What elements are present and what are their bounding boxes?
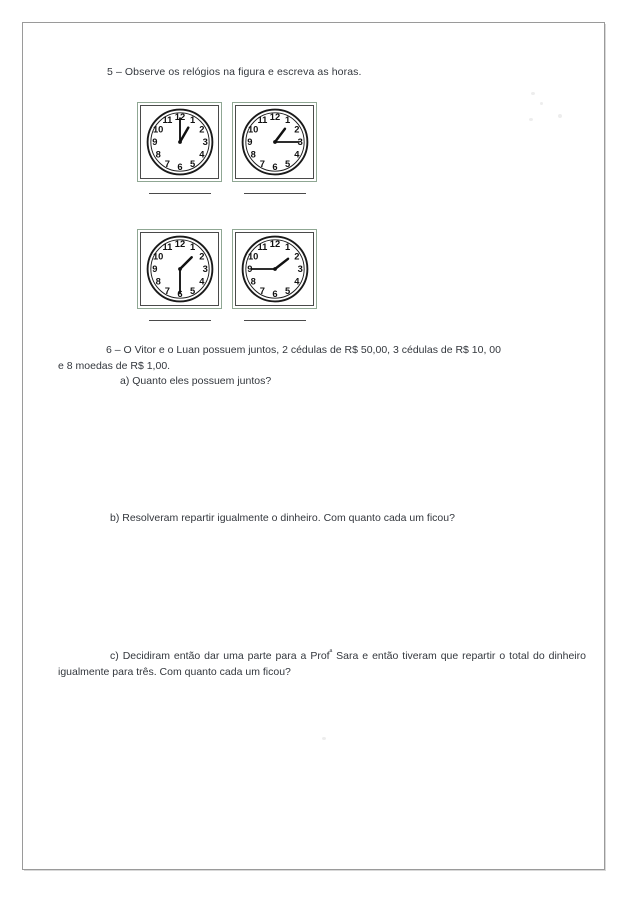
svg-text:11: 11 (256, 242, 267, 253)
question-6-block (58, 343, 583, 390)
svg-text:7: 7 (259, 158, 265, 169)
clock-cell-1 (137, 102, 222, 194)
question-6-statement-line-1: 6 – O Vitor e o Luan possuem juntos, 2 cédulas de R$ 50,00, 3 cédulas de R$ 10, 00 (106, 344, 501, 356)
svg-text:6: 6 (271, 162, 278, 173)
scan-speckle (558, 114, 562, 118)
svg-text:12: 12 (269, 111, 280, 122)
svg-text:3: 3 (202, 137, 208, 147)
svg-text:4: 4 (198, 276, 204, 287)
svg-text:4: 4 (293, 276, 299, 287)
svg-text:9: 9 (246, 264, 252, 274)
clock-face-icon (239, 233, 311, 305)
clock-face-icon (239, 106, 311, 178)
clock-answer-line-4[interactable] (244, 320, 306, 321)
svg-text:10: 10 (247, 251, 258, 262)
svg-text:3: 3 (297, 264, 303, 274)
svg-text:1: 1 (189, 242, 195, 253)
svg-text:11: 11 (161, 115, 172, 126)
svg-text:8: 8 (155, 276, 161, 287)
svg-text:1: 1 (189, 115, 195, 126)
clock-cell-4 (232, 229, 317, 321)
svg-text:10: 10 (247, 124, 258, 135)
svg-text:12: 12 (269, 238, 280, 249)
svg-text:1: 1 (284, 115, 290, 126)
svg-text:5: 5 (284, 158, 290, 169)
svg-text:4: 4 (293, 149, 299, 160)
svg-text:8: 8 (155, 149, 161, 160)
question-6-statement-line-2: e 8 moedas de R$ 1,00. (58, 359, 171, 372)
clock-box-1 (137, 102, 222, 182)
svg-text:7: 7 (164, 285, 170, 296)
svg-text:12: 12 (174, 111, 185, 122)
clock-face-icon (144, 106, 216, 178)
clock-box-3 (137, 229, 222, 309)
svg-text:5: 5 (189, 158, 195, 169)
clock-row-top (137, 102, 327, 194)
svg-text:5: 5 (284, 285, 290, 296)
clock-grid (137, 102, 327, 321)
svg-text:6: 6 (176, 289, 183, 300)
svg-text:3: 3 (297, 137, 303, 147)
svg-text:6: 6 (271, 289, 278, 300)
svg-text:12: 12 (174, 238, 185, 249)
svg-text:2: 2 (293, 251, 299, 262)
question-6-item-c-rest: Sara e então tiveram que repartir o total do dinheiro igualmente para três. Com quanto cada um ficou? (58, 650, 586, 678)
scan-speckle (322, 737, 326, 740)
svg-text:8: 8 (250, 149, 256, 160)
clock-box-4 (232, 229, 317, 309)
svg-text:10: 10 (152, 251, 163, 262)
question-5-prompt: 5 – Observe os relógios na figura e escreva as horas. (107, 66, 362, 78)
svg-text:9: 9 (151, 137, 157, 147)
clock-answer-line-2[interactable] (244, 193, 306, 194)
svg-text:3: 3 (202, 264, 208, 274)
svg-text:4: 4 (198, 149, 204, 160)
svg-text:7: 7 (259, 285, 265, 296)
svg-text:11: 11 (256, 115, 267, 126)
clock-answer-line-3[interactable] (149, 320, 211, 321)
clock-cell-3 (137, 229, 222, 321)
question-6-item-c (58, 649, 586, 680)
svg-text:11: 11 (161, 242, 172, 253)
svg-text:5: 5 (189, 285, 195, 296)
clock-cell-2 (232, 102, 317, 194)
svg-text:2: 2 (198, 124, 204, 135)
svg-text:9: 9 (151, 264, 157, 274)
question-6-item-a: a) Quanto eles possuem juntos? (120, 375, 272, 387)
question-6-item-c-lead: c) Decidiram então dar uma parte para a Prof (110, 650, 330, 662)
clock-answer-line-1[interactable] (149, 193, 211, 194)
scan-speckle (540, 102, 543, 105)
clock-row-bottom (137, 229, 327, 321)
svg-text:6: 6 (176, 162, 183, 173)
question-6-item-b: b) Resolveram repartir igualmente o dinheiro. Com quanto cada um ficou? (110, 512, 455, 524)
scan-speckle (531, 92, 535, 95)
svg-text:10: 10 (152, 124, 163, 135)
svg-text:2: 2 (198, 251, 204, 262)
feminine-ordinal-glyph: ª (329, 649, 333, 657)
scan-speckle (529, 118, 533, 121)
svg-text:8: 8 (250, 276, 256, 287)
svg-text:7: 7 (164, 158, 170, 169)
clock-box-2 (232, 102, 317, 182)
svg-text:9: 9 (246, 137, 252, 147)
svg-text:1: 1 (284, 242, 290, 253)
svg-text:2: 2 (293, 124, 299, 135)
clock-face-icon (144, 233, 216, 305)
